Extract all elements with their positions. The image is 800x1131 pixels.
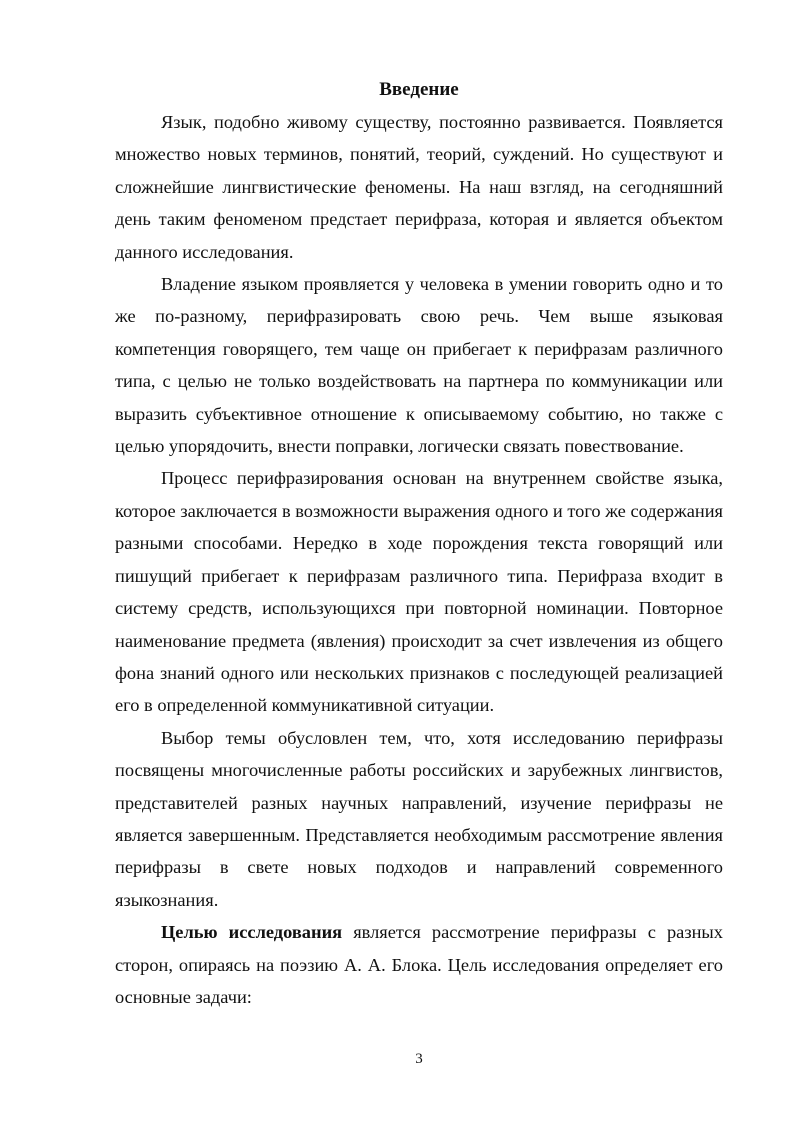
goal-lead-text: Целью исследования (161, 922, 343, 943)
paragraph: Владение языком проявляется у человека в умении говорить одно и то же по-разному, перифразировать свою речь. Чем выше языковая компетенция говорящего, тем чаще он прибегает к перифразам различного типа, с целью не только воздействовать на партнера по коммуникации или выразить субъективное отношение к описываемому событию, но также с целью упорядочить, внести поправки, логически связать повествование. (115, 274, 723, 457)
paragraph: Процесс перифразирования основан на внутреннем свойстве языка, которое заключается в возможности выражения одного и того же содержания разными способами. Нередко в ходе порождения текста говорящий или пишущий прибегает к перифразам различного типа. Перифраза входит в систему средств, использующихся при повторной номинации. Повторное наименование предмета (явления) происходит за счет извлечения из общего фона знаний одного или нескольких признаков с последующей реализацией его в определенной коммуникативной ситуации. (115, 468, 723, 716)
goal-body-text: является рассмотрение перифразы с разных сторон, опираясь на поэзию А. А. Блока. Цель исследования определяет его основные задачи: (115, 922, 723, 1007)
paragraph: Выбор темы обусловлен тем, что, хотя исследованию перифразы посвящены многочисленные работы российских и зарубежных лингвистов, представителей разных научных направлений, изучение перифразы не является завершенным. Представляется необходимым рассмотрение явления перифразы в свете новых подходов и направлений современного языкознания. (115, 727, 723, 910)
document-page (115, 72, 723, 1013)
section-title: Введение (379, 79, 459, 100)
page-number: 3 (415, 1051, 423, 1067)
paragraph: Язык, подобно живому существу, постоянно развивается. Появляется множество новых терминов, понятий, теорий, суждений. Но существуют и сложнейшие лингвистические феномены. На наш взгляд, на сегодняшний день таким феноменом предстает перифраза, которая и является объектом данного исследования. (115, 112, 723, 262)
goal-paragraph (115, 916, 723, 1013)
